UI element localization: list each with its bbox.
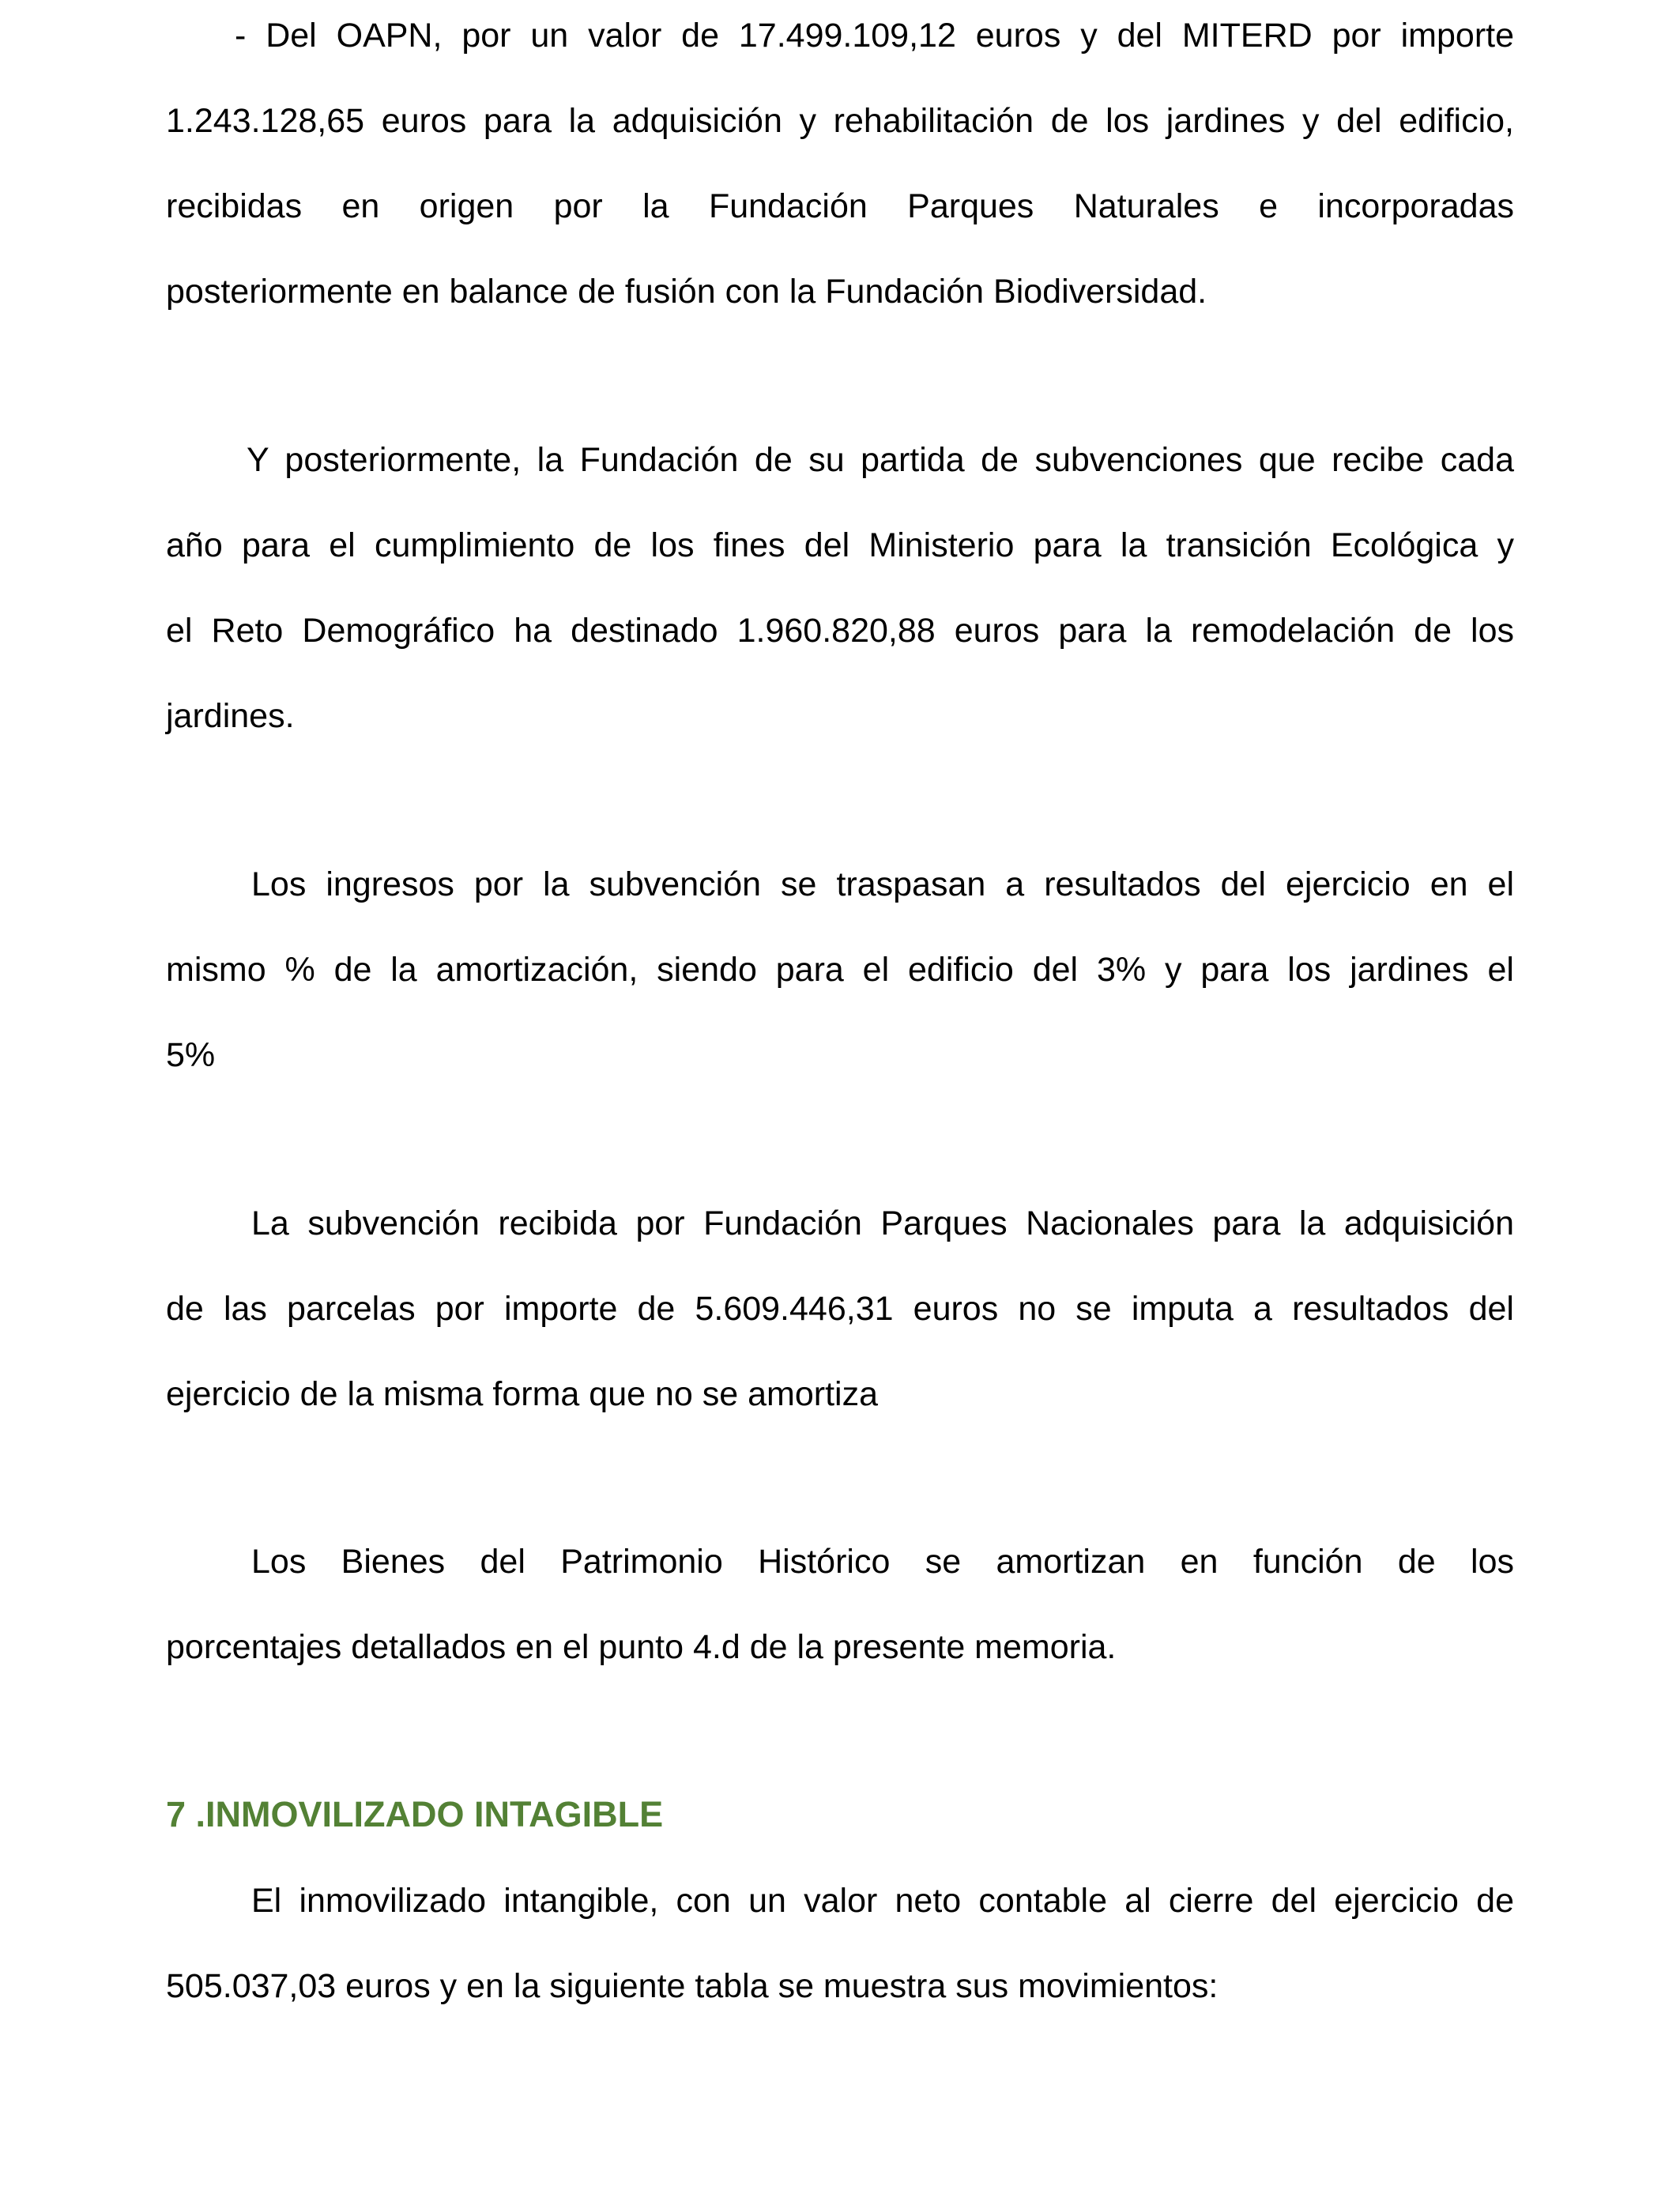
section-heading: 7 .INMOVILIZADO INTAGIBLE: [166, 1794, 664, 1834]
paragraph-oapn-line-1: - Del OAPN, por un valor de 17.499.109,12 euros y del MITERD por importe: [235, 17, 1514, 55]
paragraph-intangible-line-1: El inmovilizado intangible, con un valor neto contable al cierre del ejercicio de: [251, 1882, 1514, 1920]
paragraph-subvenciones-line-1: Y posteriormente, la Fundación de su partida de subvenciones que recibe cada: [247, 441, 1514, 479]
paragraph-parcelas-line-3: ejercicio de la misma forma que no se amortiza: [166, 1375, 878, 1413]
paragraph-ingresos-line-3: 5%: [166, 1036, 216, 1074]
paragraph-patrimonio-line-2: porcentajes detallados en el punto 4.d de la presente memoria.: [166, 1628, 1117, 1666]
paragraph-oapn-line-4: posteriormente en balance de fusión con la Fundación Biodiversidad.: [166, 273, 1207, 311]
paragraph-subvenciones-line-3: el Reto Demográfico ha destinado 1.960.820,88 euros para la remodelación de los: [166, 612, 1514, 650]
paragraph-parcelas-line-2: de las parcelas por importe de 5.609.446,31 euros no se imputa a resultados del: [166, 1290, 1514, 1328]
paragraph-intangible-line-2: 505.037,03 euros y en la siguiente tabla se muestra sus movimientos:: [166, 1967, 1219, 2005]
paragraph-subvenciones-line-4: jardines.: [166, 697, 295, 735]
paragraph-parcelas-line-1: La subvención recibida por Fundación Parques Nacionales para la adquisición: [251, 1204, 1514, 1242]
paragraph-ingresos-line-2: mismo % de la amortización, siendo para el edificio del 3% y para los jardines el: [166, 951, 1514, 989]
paragraph-oapn-line-3: recibidas en origen por la Fundación Parques Naturales e incorporadas: [166, 187, 1514, 225]
paragraph-subvenciones-line-2: año para el cumplimiento de los fines del Ministerio para la transición Ecológica y: [166, 526, 1514, 564]
paragraph-ingresos-line-1: Los ingresos por la subvención se traspasan a resultados del ejercicio en el: [251, 865, 1514, 903]
paragraph-oapn-line-2: 1.243.128,65 euros para la adquisición y rehabilitación de los jardines y del edificio,: [166, 102, 1514, 140]
paragraph-patrimonio-line-1: Los Bienes del Patrimonio Histórico se amortizan en función de los: [251, 1543, 1514, 1581]
